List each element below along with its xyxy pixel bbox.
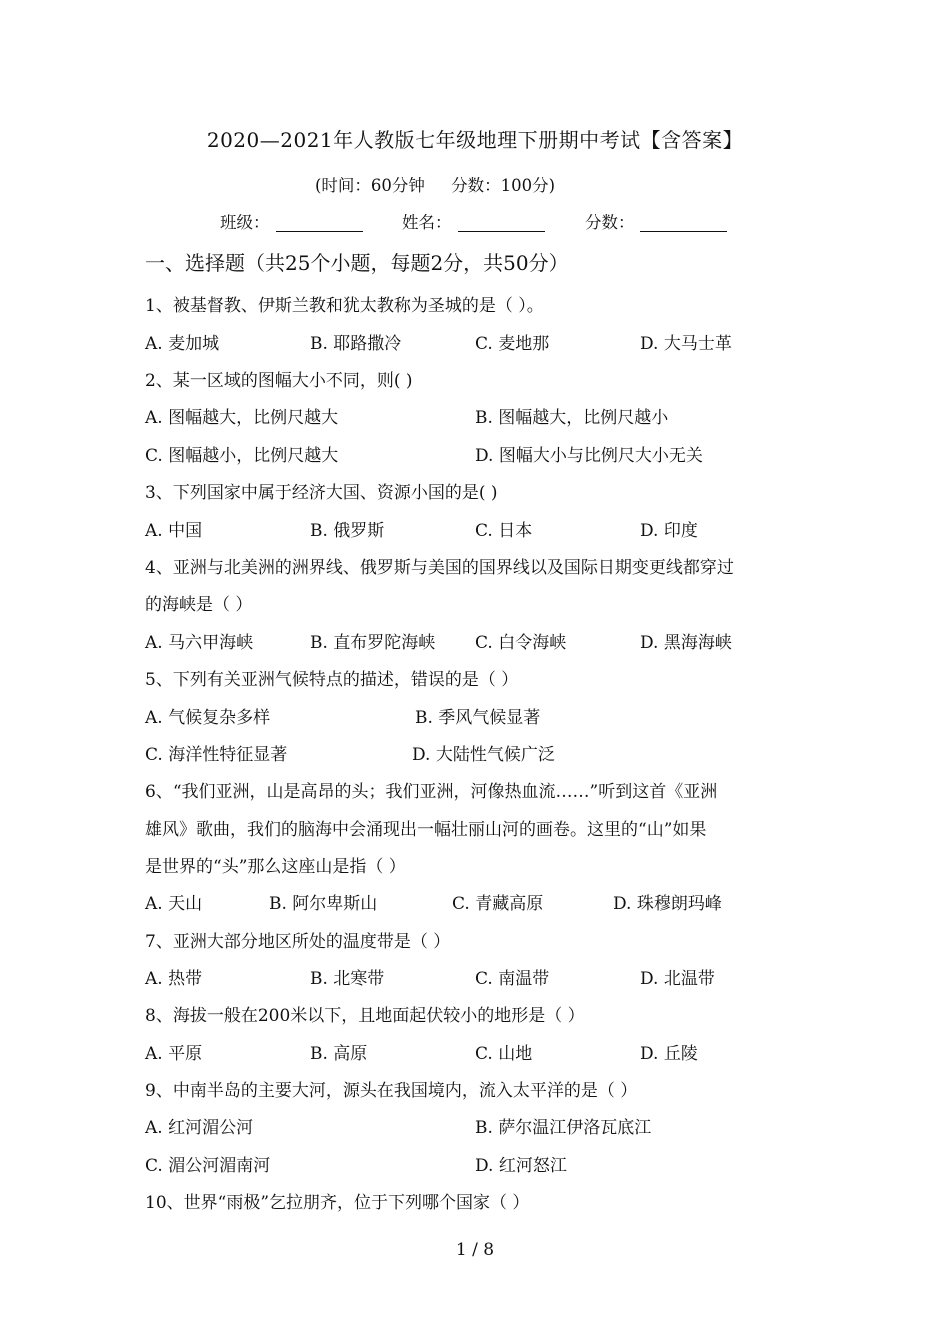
score-blank xyxy=(640,231,727,232)
option-c: C. 日本 xyxy=(475,521,533,541)
name-blank xyxy=(458,231,545,232)
option-c: C. 海洋性特征显著 xyxy=(145,745,288,765)
option-c: C. 图幅越小，比例尺越大 xyxy=(145,446,339,466)
option-a: A. 图幅越大，比例尺越大 xyxy=(145,408,339,428)
option-a: A. 马六甲海峡 xyxy=(145,633,254,653)
question-stem: 6、“我们亚洲，山是高昂的头；我们亚洲，河像热血流……”听到这首《亚洲 xyxy=(145,782,718,802)
option-d: D. 图幅大小与比例尺大小无关 xyxy=(475,446,703,466)
question-stem: 5、下列有关亚洲气候特点的描述，错误的是（ ） xyxy=(145,670,519,690)
question-stem: 8、海拔一般在200米以下，且地面起伏较小的地形是（ ） xyxy=(145,1006,585,1026)
option-c: C. 青藏高原 xyxy=(452,894,544,914)
option-b: B. 耶路撒冷 xyxy=(310,334,402,354)
option-c: C. 白令海峡 xyxy=(475,633,567,653)
question-stem-cont: 的海峡是（ ） xyxy=(145,595,253,615)
class-label: 班级： xyxy=(220,213,270,232)
option-d: D. 黑海海峡 xyxy=(640,633,732,653)
option-b: B. 高原 xyxy=(310,1044,368,1064)
option-c: C. 山地 xyxy=(475,1044,533,1064)
exam-title: 2020—2021年人教版七年级地理下册期中考试【含答案】 xyxy=(206,128,744,152)
option-c: C. 湄公河湄南河 xyxy=(145,1156,271,1176)
option-b: B. 季风气候显著 xyxy=(415,708,541,728)
option-a: A. 热带 xyxy=(145,969,203,989)
question-stem: 4、亚洲与北美洲的洲界线、俄罗斯与美国的国界线以及国际日期变更线都穿过 xyxy=(145,558,734,578)
option-b: B. 萨尔温江伊洛瓦底江 xyxy=(475,1118,652,1138)
option-b: B. 俄罗斯 xyxy=(310,521,385,541)
question-stem-cont: 是世界的“头”那么这座山是指（ ） xyxy=(145,857,406,877)
section-title: 一、选择题（共25个小题，每题2分，共50分） xyxy=(145,251,569,275)
option-b: B. 图幅越大，比例尺越小 xyxy=(475,408,669,428)
option-b: B. 北寒带 xyxy=(310,969,385,989)
question-stem: 2、某一区域的图幅大小不同，则( ) xyxy=(145,371,413,391)
option-a: A. 红河湄公河 xyxy=(145,1118,254,1138)
option-c: C. 南温带 xyxy=(475,969,550,989)
question-stem: 3、下列国家中属于经济大国、资源小国的是( ) xyxy=(145,483,498,503)
option-d: D. 北温带 xyxy=(640,969,715,989)
exam-time-score: (时间：60分钟 分数：100分) xyxy=(315,176,556,195)
score-label: 分数： xyxy=(585,213,635,232)
option-a: A. 平原 xyxy=(145,1044,203,1064)
option-b: B. 阿尔卑斯山 xyxy=(269,894,378,914)
question-stem: 7、亚洲大部分地区所处的温度带是（ ） xyxy=(145,932,451,952)
name-label: 姓名： xyxy=(402,213,452,232)
option-a: A. 中国 xyxy=(145,521,203,541)
option-a: A. 麦加城 xyxy=(145,334,220,354)
option-d: D. 大陆性气候广泛 xyxy=(412,745,555,765)
option-d: D. 大马士革 xyxy=(640,334,732,354)
option-d: D. 珠穆朗玛峰 xyxy=(613,894,722,914)
page-number: 1 / 8 xyxy=(455,1240,495,1260)
option-d: D. 丘陵 xyxy=(640,1044,698,1064)
question-stem: 1、被基督教、伊斯兰教和犹太教称为圣城的是（ ）。 xyxy=(145,296,544,316)
question-stem-cont: 雄风》歌曲，我们的脑海中会涌现出一幅壮丽山河的画卷。这里的“山”如果 xyxy=(145,820,707,840)
question-stem: 10、世界“雨极”乞拉朋齐，位于下列哪个国家（ ） xyxy=(145,1193,530,1213)
option-d: D. 印度 xyxy=(640,521,698,541)
class-blank xyxy=(276,231,363,232)
question-stem: 9、中南半岛的主要大河，源头在我国境内，流入太平洋的是（ ） xyxy=(145,1081,638,1101)
option-b: B. 直布罗陀海峡 xyxy=(310,633,436,653)
option-c: C. 麦地那 xyxy=(475,334,550,354)
option-a: A. 天山 xyxy=(145,894,203,914)
option-d: D. 红河怒江 xyxy=(475,1156,567,1176)
option-a: A. 气候复杂多样 xyxy=(145,708,271,728)
